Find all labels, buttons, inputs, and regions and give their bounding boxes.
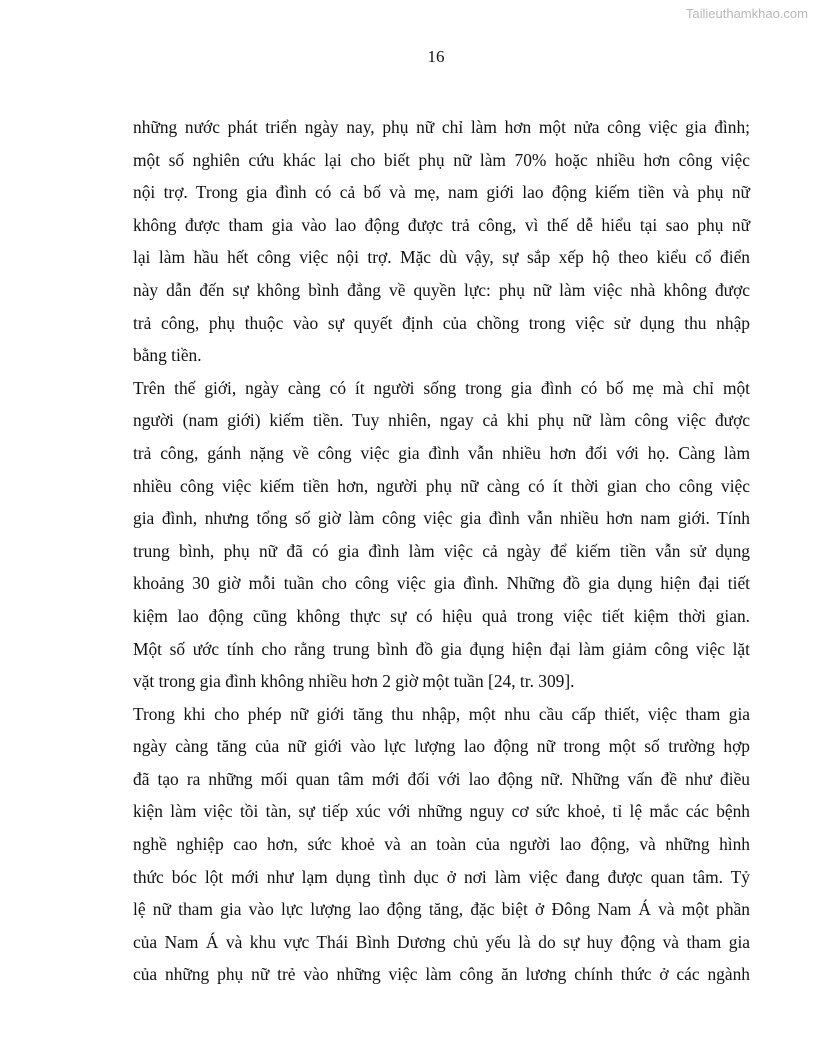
- text-line: gia đình, nhưng tổng số giờ làm công việc gia đình vẫn nhiều hơn nam giới. Tính: [133, 508, 750, 529]
- text-line: Một số ước tính cho rằng trung bình đồ gia đụng hiện đại làm giảm công việc lặt: [133, 638, 750, 659]
- text-line: thức bóc lột mới như lạm dụng tình dục ở nơi làm việc đang được quan tâm. Tỷ: [133, 866, 750, 887]
- text-line: trả công, gánh nặng về công việc gia đình vẫn nhiều hơn đối với họ. Càng làm: [133, 442, 750, 463]
- document-body: [133, 111, 750, 991]
- text-line: những nước phát triển ngày nay, phụ nữ chỉ làm hơn một nửa công việc gia đình;: [133, 117, 750, 137]
- text-line: bằng tiền.: [133, 345, 202, 366]
- text-line: đã tạo ra những mối quan tâm mới đối với lao động nữ. Những vấn đề như điều: [133, 768, 750, 789]
- text-line: nội trợ. Trong gia đình có cả bố và mẹ, nam giới lao động kiếm tiền và phụ nữ: [133, 182, 750, 203]
- text-line: khoảng 30 giờ mỗi tuần cho công việc gia đình. Những đồ gia dụng hiện đại tiết: [133, 573, 750, 594]
- text-line: lệ nữ tham gia vào lực lượng lao động tăng, đặc biệt ở Đông Nam Á và một phần: [133, 899, 750, 920]
- text-line: nghề nghiệp cao hơn, sức khoẻ và an toàn của người lao động, và những hình: [133, 834, 750, 855]
- text-line: người (nam giới) kiếm tiền. Tuy nhiên, ngay cả khi phụ nữ làm công việc được: [133, 410, 750, 431]
- text-line: ngày càng tăng của nữ giới vào lực lượng lao động nữ trong một số trường hợp: [133, 736, 750, 757]
- text-line: kiện làm việc tồi tàn, sự tiếp xúc với những nguy cơ sức khoẻ, tỉ lệ mắc các bệnh: [133, 801, 750, 822]
- text-line: không được tham gia vào lao động được trả công, vì thế dễ hiểu tại sao phụ nữ: [133, 214, 750, 235]
- text-line: một số nghiên cứu khác lại cho biết phụ nữ làm 70% hoặc nhiều hơn công việc: [133, 149, 750, 170]
- page-number: 16: [427, 47, 445, 66]
- text-line: nhiều công việc kiếm tiền hơn, người phụ nữ càng có ít thời gian cho công việc: [133, 475, 750, 496]
- text-line: kiệm lao động cũng không thực sự có hiệu quả trong việc tiết kiệm thời gian.: [133, 605, 750, 626]
- watermark: Tailieuthamkhao.com: [685, 6, 808, 21]
- text-line: vặt trong gia đình không nhiều hơn 2 giờ một tuần [24, tr. 309].: [133, 671, 575, 692]
- text-line: này dẫn đến sự không bình đẳng về quyền lực: phụ nữ làm việc nhà không được: [133, 279, 750, 300]
- text-line: Trên thế giới, ngày càng có ít người sống trong gia đình có bố mẹ mà chỉ một: [133, 377, 750, 398]
- text-line: Trong khi cho phép nữ giới tăng thu nhập, một nhu cầu cấp thiết, việc tham gia: [133, 703, 750, 724]
- text-line: trả công, phụ thuộc vào sự quyết định của chồng trong việc sử dụng thu nhập: [133, 312, 750, 333]
- text-line: lại làm hầu hết công việc nội trợ. Mặc dù vậy, sự sắp xếp hộ theo kiểu cổ điển: [133, 247, 750, 268]
- text-line: của những phụ nữ trẻ vào những việc làm công ăn lương chính thức ở các ngành: [133, 964, 750, 985]
- text-line: của Nam Á và khu vực Thái Bình Dương chủ yếu là do sự huy động và tham gia: [133, 931, 750, 952]
- text-line: trung bình, phụ nữ đã có gia đình làm việc cả ngày để kiếm tiền vẫn sử dụng: [133, 540, 750, 561]
